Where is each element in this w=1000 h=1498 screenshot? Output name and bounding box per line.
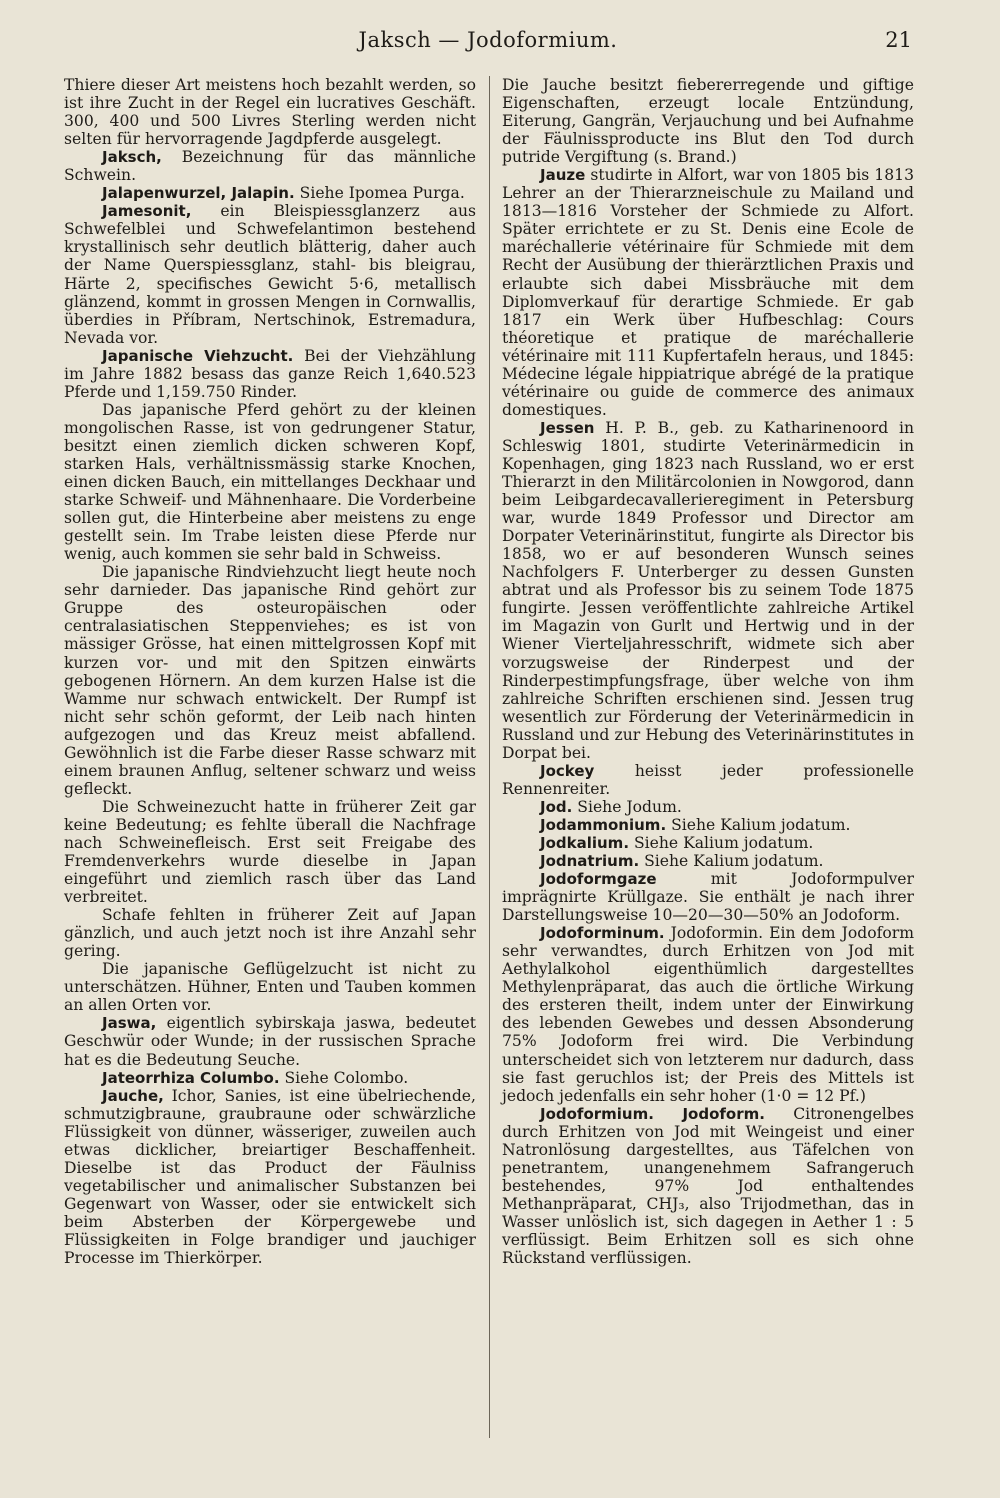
entry-text: Siehe Kalium jodatum. bbox=[629, 833, 814, 852]
entry-text: heisst jeder professionelle Rennenreiter. bbox=[502, 761, 914, 798]
entry-paragraph bbox=[64, 184, 476, 202]
entry-text: eigentlich sybirskaja jaswa, bedeutet Geschwür oder Wunde; in der russischen Sprache hat es die Bedeutung Seuche. bbox=[64, 1014, 476, 1069]
entry-paragraph bbox=[64, 1014, 476, 1068]
entry-headword: Jateorrhiza Columbo. bbox=[102, 1068, 280, 1087]
running-header bbox=[64, 22, 912, 58]
entry-text: Siehe Kalium jodatum. bbox=[666, 815, 851, 834]
entry-text: Jodoformin. Ein dem Jodoform sehr verwandtes, durch Erhitzen von Jod mit Aethylalkohol eigenthümlich dargestelltes Methylenpräparat, das auch die örtliche Wirkung des ersteren theilt, indem unter der Einwirkung des lebenden Gewebes und dessen Absonderung 75% Jodoform frei wird. Die Verbindung unterscheidet sich von letzterem nur dadurch, dass sie fast geruchlos ist; der Preis des Mittels ist jedoch jedenfalls ein sehr hoher (1·0 = 12 Pf.) bbox=[502, 924, 914, 1105]
left-column bbox=[64, 76, 476, 1267]
entry-headword: Jodkalium. bbox=[540, 833, 630, 852]
entry-text: ein Bleispiessglanzerz aus Schwefelblei und Schwefelantimon bestehend krystallinisch sehr deutlich blätterig, daher auch der Name Querspiessglanz, stahl- bis bleigrau, Härte 2, specifisches Gewicht 5·6, metallisch glänzend, kommt in grossen Mengen in Cornwallis, überdies in Příbram, Nertschinok, Estremadura, Nevada vor. bbox=[64, 202, 476, 347]
entry-paragraph bbox=[502, 762, 914, 798]
entry-headword: Jodoformium. Jodoform. bbox=[540, 1104, 765, 1123]
entry-headword: Jalapenwurzel, Jalapin. bbox=[102, 184, 295, 203]
entry-text: Siehe Kalium jodatum. bbox=[639, 852, 824, 871]
entry-headword: Jodnatrium. bbox=[540, 852, 640, 871]
entry-text: Die Schweinezucht hatte in früherer Zeit gar keine Bedeutung; es fehlte überall die Nachfrage nach Schweinefleisch. Erst seit Freigabe des Fremdenverkehrs wurde dieselbe in Japan eingeführt und ziemlich rasch über das Land verbreitet. bbox=[64, 797, 476, 907]
entry-paragraph bbox=[502, 870, 914, 924]
entry-paragraph bbox=[64, 401, 476, 563]
entry-text: Siehe Colombo. bbox=[279, 1068, 409, 1087]
entry-headword: Jamesonit, bbox=[102, 202, 192, 221]
entry-text: Siehe Ipomea Purga. bbox=[294, 184, 465, 203]
entry-paragraph bbox=[64, 798, 476, 906]
entry-text: Bezeichnung für das männliche Schwein. bbox=[64, 148, 476, 185]
entry-paragraph bbox=[502, 798, 914, 816]
entry-text: studirte in Alfort, war von 1805 bis 1813 Lehrer an der Thierarzneischule zu Mailand und 1813—1816 Vorsteher der Schmiede zu Alfort. Später errichtete er zu St. Denis eine Ecole de maréchallerie vétérinaire für Schmiede mit dem Recht der Ausübung der thierärztlichen Praxis und erlaubte sich dabei Missbräuche mit dem Diplomverkauf für derartige Schmiede. Er gab 1817 ein Werk über Hufbeschlag: Cours théoretique et pratique de maréchallerie vétérinaire mit 111 Kupfertafeln heraus, und 1845: Médecine légale hippiatrique abrégé de la pratique vétérinaire ou guide de commerce des animaux domestiques. bbox=[502, 166, 914, 419]
entry-text: Citronengelbes durch Erhitzen von Jod mit Weingeist und einer Natronlösung dargestelltes, aus Täfelchen von penetrantem, unangenehmem Safrangeruch bestehendes, 97% Jod enthaltendes Methanpräparat, CHJ₃, also Trijodmethan, das in Wasser unlöslich ist, sich dagegen in Aether 1 : 5 verflüssigt. Beim Erhitzen soll es sich ohne Rückstand verflüssigen. bbox=[502, 1104, 914, 1268]
entry-headword: Jauze bbox=[540, 166, 586, 185]
entry-text: Thiere dieser Art meistens hoch bezahlt werden, so ist ihre Zucht in der Regel ein lucratives Geschäft. 300, 400 und 500 Livres Sterling werden nicht selten für hervorragende Jagdpferde ausgelegt. bbox=[64, 76, 476, 149]
running-title: Jaksch — Jodoformium. bbox=[358, 28, 618, 52]
entry-paragraph bbox=[64, 960, 476, 1014]
entry-paragraph bbox=[502, 1105, 914, 1267]
entry-text: Die japanische Geflügelzucht ist nicht zu unterschätzen. Hühner, Enten und Tauben kommen an allen Orten vor. bbox=[64, 960, 476, 1015]
entry-headword: Jaksch, bbox=[102, 148, 162, 167]
entry-headword: Jod. bbox=[540, 797, 573, 816]
entry-text: mit Jodoformpulver imprägnirte Krüllgaze. Sie enthält je nach ihrer Darstellungsweise 10—20—30—50% an Jodoform. bbox=[502, 870, 914, 925]
entry-paragraph bbox=[64, 1069, 476, 1087]
entry-paragraph bbox=[502, 166, 914, 419]
entry-paragraph bbox=[64, 906, 476, 960]
entry-paragraph bbox=[64, 148, 476, 184]
entry-headword: Jockey bbox=[540, 761, 595, 780]
entry-paragraph bbox=[502, 834, 914, 852]
entry-text: Bei der Viehzählung im Jahre 1882 besass das ganze Reich 1,640.523 Pferde und 1,159.750 Rinder. bbox=[64, 346, 476, 401]
entry-paragraph bbox=[502, 924, 914, 1104]
entry-text: H. P. B., geb. zu Katharinenoord in Schleswig 1801, studirte Veterinärmedicin in Kopenhagen, ging 1823 nach Russland, wo er erst Thierarzt in den Militärcolonien in Nowgorod, dann beim Leibgardecavallerieregiment in Petersburg war, wurde 1849 Professor und Director am Dorpater Veterinärinstitut, fungirte als Director bis 1858, wo er auf besonderen Wunsch seines Nachfolgers F. Unterberger zu dessen Gunsten abtrat und als Professor bis zu seinem Tode 1875 fungirte. Jessen veröffentlichte zahlreiche Artikel im Magazin von Gurlt und Hertwig und in der Wiener Vierteljahresschrift, widmete sich aber vorzugsweise der Rinderpest und der Rinderpestimpfungsfrage, über welche von ihm zahlreiche Schriften erschienen sind. Jessen trug wesentlich zur Förderung der Veterinärmedicin in Russland und zur Hebung des Veterinärinstitutes in Dorpat bei. bbox=[502, 418, 914, 762]
entry-headword: Jodoformgaze bbox=[540, 870, 657, 889]
entry-headword: Jaswa, bbox=[102, 1014, 157, 1033]
entry-paragraph bbox=[64, 202, 476, 346]
entry-text: Die Jauche besitzt fiebererregende und giftige Eigenschaften, erzeugt locale Entzündung, Eiterung, Gangrän, Verjauchung und bei Aufnahme der Fäulnissproducte ins Blut den Tod durch putride Vergiftung (s. Brand.) bbox=[502, 76, 914, 167]
right-column bbox=[502, 76, 914, 1267]
entry-text: Ichor, Sanies, ist eine übelriechende, schmutzigbraune, graubraune oder schwärzliche Flüssigkeit von dünner, wässeriger, zuweilen auch etwas dicklicher, breiartiger Beschaffenheit. Dieselbe ist das Product der Fäulniss vegetabilischer und animalischer Substanzen bei Gegenwart von Wasser, oder sie entwickelt sich beim Absterben der Körpergewebe und Flüssigkeiten in Folge brandiger und jauchiger Processe im Thierkörper. bbox=[64, 1086, 476, 1268]
entry-paragraph bbox=[502, 76, 914, 166]
entry-paragraph bbox=[64, 563, 476, 798]
entry-text: Die japanische Rindviehzucht liegt heute noch sehr darnieder. Das japanische Rind gehört zur Gruppe des osteuropäischen oder centralasiatischen Steppenviehes; es ist von mässiger Grösse, hat einen mittelgrossen Kopf mit kurzen vor- und mit den Spitzen einwärts gebogenen Hörnern. An dem kurzen Halse ist die Wamme nur schwach entwickelt. Der Rumpf ist nicht sehr schön geformt, der Leib nach hinten aufgezogen und das Kreuz meist abfallend. Gewöhnlich ist die Farbe dieser Rasse schwarz mit einem braunen Anflug, seltener schwarz und weiss gefleckt. bbox=[64, 563, 476, 798]
entry-paragraph bbox=[502, 419, 914, 762]
entry-paragraph bbox=[64, 76, 476, 148]
entry-headword: Jauche, bbox=[102, 1086, 164, 1105]
entry-paragraph bbox=[64, 1087, 476, 1267]
entry-paragraph bbox=[502, 852, 914, 870]
entry-paragraph bbox=[64, 347, 476, 401]
entry-headword: Jodoforminum. bbox=[540, 924, 665, 943]
entry-headword: Jessen bbox=[540, 418, 595, 437]
entry-text: Schafe fehlten in früherer Zeit auf Japan gänzlich, und auch jetzt noch ist ihre Anzahl sehr gering. bbox=[64, 906, 476, 961]
entry-text: Siehe Jodum. bbox=[572, 797, 682, 816]
page-number: 21 bbox=[885, 28, 912, 52]
column-divider bbox=[489, 76, 490, 1438]
entry-paragraph bbox=[502, 816, 914, 834]
entry-headword: Japanische Viehzucht. bbox=[102, 346, 294, 365]
entry-text: Das japanische Pferd gehört zu der kleinen mongolischen Rasse, ist von gedrungener Statur, besitzt einen ziemlich dicken schweren Kopf, starken Hals, verhältnissmässig starke Knochen, einen dicken Bauch, ein mittellanges Deckhaar und starke Schweif- und Mähnenhaare. Die Vorderbeine sollen gut, die Hinterbeine aber meistens zu enge gestellt sein. Im Trabe leisten diese Pferde nur wenig, auch kommen sie sehr bald in Schweiss. bbox=[64, 400, 476, 564]
entry-headword: Jodammonium. bbox=[540, 815, 667, 834]
